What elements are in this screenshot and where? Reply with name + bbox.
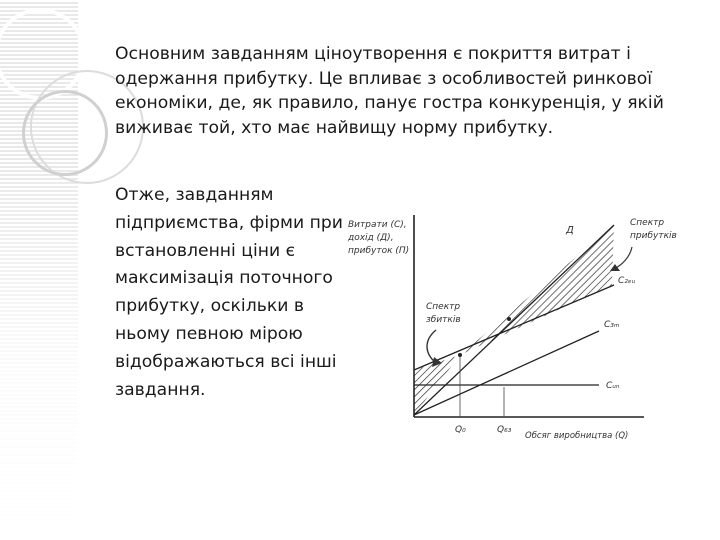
total-cost-line (414, 285, 614, 370)
total-cost-label: С₂ₑᵤ (618, 276, 636, 286)
decorative-ring (22, 90, 108, 176)
x-axis-label: Обсяг виробництва (Q) (525, 431, 629, 441)
variable-cost-label: С₃ₘ (604, 320, 620, 330)
profit-area (460, 225, 614, 355)
profit-spectrum-label-2: прибутків (630, 231, 677, 241)
break-even-point (458, 353, 462, 357)
loss-spectrum-label-1: Спектр (426, 302, 461, 312)
break-even-chart (344, 205, 689, 455)
profit-point (507, 317, 511, 321)
y-axis-label-line-1: Витрати (С), (348, 220, 407, 230)
qbz-tick-label: Q₆₃ (497, 425, 512, 435)
fixed-cost-label: Сᵤₙ (606, 381, 620, 391)
profit-spectrum-arrow (614, 247, 632, 269)
y-axis-label-line-3: прибуток (П) (348, 246, 410, 256)
intro-paragraph: Основним завданням ціноутворення є покриття витрат і одержання прибутку. Це впливає з особливостей ринкової економіки, де, як правило, панує гостра конкуренція, у якій виживає той, хто має найвищу норму прибутку. (115, 44, 664, 138)
profit-spectrum-label-1: Спектр (630, 218, 665, 228)
q0-tick-label: Q₀ (455, 425, 466, 435)
y-axis-label-line-2: дохід (Д), (348, 233, 394, 243)
loss-spectrum-label-2: збитків (426, 315, 461, 325)
revenue-label: Д (566, 225, 574, 236)
conclusion-paragraph: Отже, завданням підприємства, фірми при встановленні ціни є максимізація поточного прибутку, оскільки в ньому певною мірою відображаються всі інші завдання. (115, 185, 343, 400)
